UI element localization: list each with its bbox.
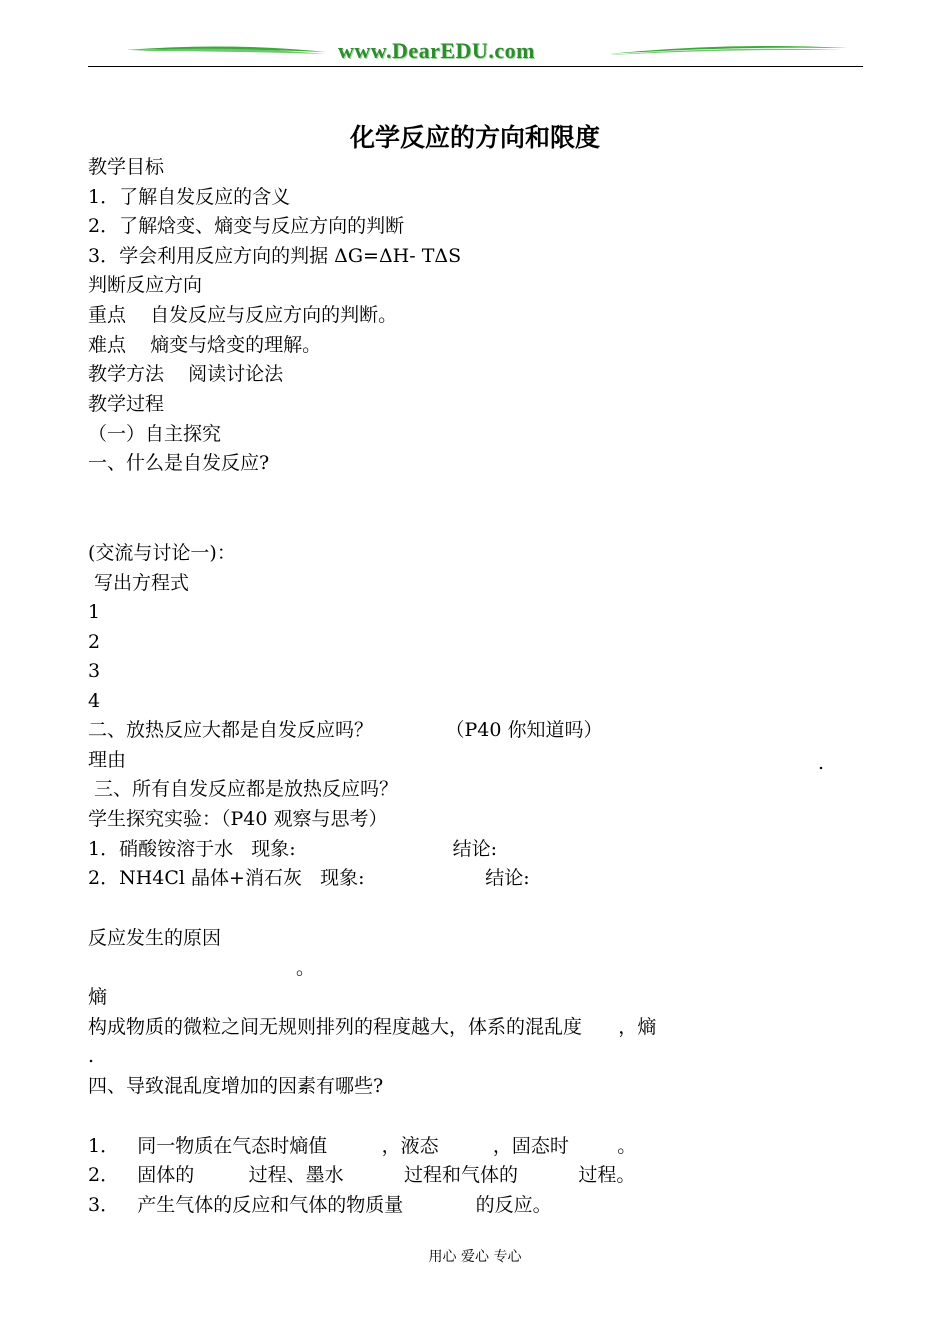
page-header (88, 38, 863, 70)
difficulty-point: 难点 熵变与焓变的理解。 (88, 334, 322, 356)
page-footer: 用心 爱心 专心 (428, 1249, 522, 1265)
discussion-heading: (交流与讨论一)： (88, 542, 236, 564)
equation-number: 4 (88, 690, 101, 712)
text-line: 理由 (88, 749, 127, 771)
section-heading: 教学目标 (88, 156, 165, 178)
text-line: 学生探究实验：（P40 观察与思考） (88, 808, 388, 830)
question-heading: 一、什么是自发反应? (88, 452, 270, 474)
trailing-dot: . (818, 752, 825, 774)
fill-in-item: 3． 产生气体的反应和气体的物质量 的反应。 (88, 1194, 552, 1216)
text-line: 。 (296, 957, 316, 979)
question-heading: 四、导致混乱度增加的因素有哪些? (88, 1075, 384, 1097)
header-logo[interactable]: www.DearEDU.com (338, 38, 535, 63)
green-swoosh-right (608, 42, 848, 58)
equation-number: 3 (88, 660, 101, 682)
teaching-method: 教学方法 阅读讨论法 (88, 363, 284, 385)
text-line: 判断反应方向 (88, 274, 203, 296)
fill-in-item: 1． 同一物质在气态时熵值 ，液态 ，固态时 。 (88, 1135, 637, 1157)
page-title: 化学反应的方向和限度 (349, 123, 600, 152)
text-line: 熵 (88, 986, 108, 1008)
experiment-item: 1．硝酸铵溶于水 现象: 结论: (88, 838, 498, 860)
objective-item: 2．了解焓变、熵变与反应方向的判断 (88, 215, 405, 237)
text-line: . (88, 1045, 95, 1067)
section-heading: 教学过程 (88, 393, 165, 415)
text-line: 构成物质的微粒之间无规则排列的程度越大，体系的混乱度 ，熵 (88, 1016, 657, 1038)
experiment-item: 2．NH4Cl 晶体+消石灰 现象: 结论: (88, 867, 530, 889)
key-point: 重点 自发反应与反应方向的判断。 (88, 304, 398, 326)
text-line: 写出方程式 (88, 572, 190, 594)
question-heading: 三、所有自发反应都是放热反应吗？ (88, 778, 399, 800)
green-swoosh-left (126, 42, 326, 58)
question-heading: 二、放热反应大都是自发反应吗？ （P40 你知道吗） (88, 719, 603, 741)
objective-item: 1．了解自发反应的含义 (88, 186, 291, 208)
text-line: 反应发生的原因 (88, 927, 222, 949)
header-divider (88, 66, 863, 67)
objective-item: 3．学会利用反应方向的判据 ΔG=ΔH- TΔS (88, 245, 462, 267)
equation-number: 2 (88, 631, 101, 653)
subsection-heading: （一）自主探究 (88, 423, 222, 445)
fill-in-item: 2． 固体的 过程、墨水 过程和气体的 过程。 (88, 1164, 636, 1186)
equation-number: 1 (88, 601, 101, 623)
